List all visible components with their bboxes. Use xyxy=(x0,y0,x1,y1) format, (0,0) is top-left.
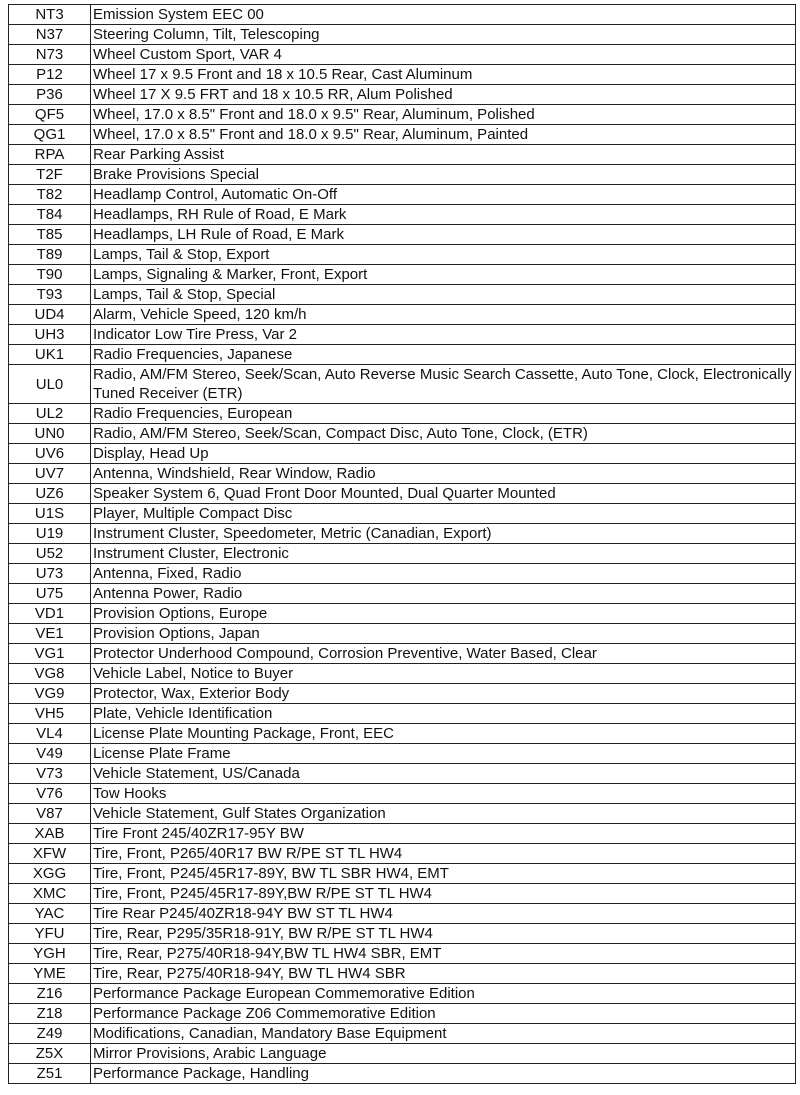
option-code-cell: V49 xyxy=(9,744,91,764)
table-row xyxy=(9,844,796,864)
option-description-cell: Tire, Rear, P275/40R18-94Y,BW TL HW4 SBR, EMT xyxy=(91,944,796,964)
option-code-cell: VE1 xyxy=(9,624,91,644)
table-row xyxy=(9,444,796,464)
table-row xyxy=(9,964,796,984)
option-description-cell: Lamps, Tail & Stop, Export xyxy=(91,245,796,265)
option-description-cell: Steering Column, Tilt, Telescoping xyxy=(91,25,796,45)
table-row xyxy=(9,704,796,724)
table-row xyxy=(9,365,796,404)
option-description-cell: Wheel 17 X 9.5 FRT and 18 x 10.5 RR, Alum Polished xyxy=(91,85,796,105)
table-row xyxy=(9,644,796,664)
table-row xyxy=(9,205,796,225)
option-code-cell: YGH xyxy=(9,944,91,964)
option-code-cell: T93 xyxy=(9,285,91,305)
option-description-cell: Indicator Low Tire Press, Var 2 xyxy=(91,325,796,345)
table-row xyxy=(9,984,796,1004)
option-code-cell: VG1 xyxy=(9,644,91,664)
option-description-cell: Protector Underhood Compound, Corrosion Preventive, Water Based, Clear xyxy=(91,644,796,664)
table-row xyxy=(9,484,796,504)
option-code-cell: U52 xyxy=(9,544,91,564)
table-row xyxy=(9,584,796,604)
table-row xyxy=(9,724,796,744)
option-code-cell: UV7 xyxy=(9,464,91,484)
option-code-cell: UD4 xyxy=(9,305,91,325)
option-description-cell: Performance Package Z06 Commemorative Edition xyxy=(91,1004,796,1024)
option-code-cell: U75 xyxy=(9,584,91,604)
option-code-cell: YFU xyxy=(9,924,91,944)
option-code-cell: U19 xyxy=(9,524,91,544)
option-code-cell: T90 xyxy=(9,265,91,285)
option-description-cell: Lamps, Tail & Stop, Special xyxy=(91,285,796,305)
option-code-cell: UL0 xyxy=(9,365,91,404)
option-description-cell: Radio Frequencies, Japanese xyxy=(91,345,796,365)
option-code-cell: VD1 xyxy=(9,604,91,624)
option-description-cell: Tire, Front, P265/40R17 BW R/PE ST TL HW4 xyxy=(91,844,796,864)
option-description-cell: Performance Package, Handling xyxy=(91,1064,796,1084)
option-description-cell: Instrument Cluster, Electronic xyxy=(91,544,796,564)
table-row xyxy=(9,345,796,365)
option-description-cell: Vehicle Statement, Gulf States Organization xyxy=(91,804,796,824)
option-code-cell: U1S xyxy=(9,504,91,524)
table-row xyxy=(9,884,796,904)
table-row xyxy=(9,225,796,245)
option-description-cell: Tire, Front, P245/45R17-89Y,BW R/PE ST TL HW4 xyxy=(91,884,796,904)
option-description-cell: Radio Frequencies, European xyxy=(91,404,796,424)
option-description-cell: Mirror Provisions, Arabic Language xyxy=(91,1044,796,1064)
table-row xyxy=(9,824,796,844)
option-description-cell: Provision Options, Japan xyxy=(91,624,796,644)
table-row xyxy=(9,25,796,45)
table-row xyxy=(9,265,796,285)
option-description-cell: Tire, Rear, P275/40R18-94Y, BW TL HW4 SBR xyxy=(91,964,796,984)
option-code-cell: XGG xyxy=(9,864,91,884)
option-description-cell: Headlamps, RH Rule of Road, E Mark xyxy=(91,205,796,225)
option-code-cell: NT3 xyxy=(9,5,91,25)
option-code-cell: UK1 xyxy=(9,345,91,365)
option-code-cell: V73 xyxy=(9,764,91,784)
table-row xyxy=(9,604,796,624)
table-row xyxy=(9,464,796,484)
option-description-cell: Radio, AM/FM Stereo, Seek/Scan, Compact Disc, Auto Tone, Clock, (ETR) xyxy=(91,424,796,444)
option-code-cell: XAB xyxy=(9,824,91,844)
option-description-cell: Rear Parking Assist xyxy=(91,145,796,165)
option-code-cell: UL2 xyxy=(9,404,91,424)
option-code-cell: VG8 xyxy=(9,664,91,684)
table-row xyxy=(9,944,796,964)
option-code-cell: VG9 xyxy=(9,684,91,704)
option-description-cell: Speaker System 6, Quad Front Door Mounted, Dual Quarter Mounted xyxy=(91,484,796,504)
option-code-cell: V76 xyxy=(9,784,91,804)
option-code-cell: YME xyxy=(9,964,91,984)
option-description-cell: Plate, Vehicle Identification xyxy=(91,704,796,724)
option-description-cell: Vehicle Statement, US/Canada xyxy=(91,764,796,784)
table-row xyxy=(9,65,796,85)
option-code-cell: XMC xyxy=(9,884,91,904)
option-code-cell: Z16 xyxy=(9,984,91,1004)
option-description-cell: Wheel 17 x 9.5 Front and 18 x 10.5 Rear, Cast Aluminum xyxy=(91,65,796,85)
table-row xyxy=(9,744,796,764)
option-code-cell: UZ6 xyxy=(9,484,91,504)
table-row xyxy=(9,145,796,165)
option-code-cell: XFW xyxy=(9,844,91,864)
option-code-cell: N73 xyxy=(9,45,91,65)
table-row xyxy=(9,85,796,105)
option-description-cell: Emission System EEC 00 xyxy=(91,5,796,25)
option-description-cell: License Plate Frame xyxy=(91,744,796,764)
option-description-cell: Headlamp Control, Automatic On-Off xyxy=(91,185,796,205)
table-row xyxy=(9,504,796,524)
option-description-cell: Protector, Wax, Exterior Body xyxy=(91,684,796,704)
option-description-cell: Brake Provisions Special xyxy=(91,165,796,185)
table-row xyxy=(9,404,796,424)
option-description-cell: Player, Multiple Compact Disc xyxy=(91,504,796,524)
table-row xyxy=(9,804,796,824)
option-description-cell: Modifications, Canadian, Mandatory Base Equipment xyxy=(91,1024,796,1044)
option-code-cell: QF5 xyxy=(9,105,91,125)
option-description-cell: Tire Rear P245/40ZR18-94Y BW ST TL HW4 xyxy=(91,904,796,924)
option-description-cell: Wheel, 17.0 x 8.5" Front and 18.0 x 9.5" Rear, Aluminum, Painted xyxy=(91,125,796,145)
table-row xyxy=(9,1004,796,1024)
option-code-cell: QG1 xyxy=(9,125,91,145)
option-description-cell: Display, Head Up xyxy=(91,444,796,464)
table-row xyxy=(9,524,796,544)
option-description-cell: Wheel, 17.0 x 8.5" Front and 18.0 x 9.5" Rear, Aluminum, Polished xyxy=(91,105,796,125)
table-row xyxy=(9,1064,796,1084)
option-code-cell: Z49 xyxy=(9,1024,91,1044)
option-description-cell: License Plate Mounting Package, Front, EEC xyxy=(91,724,796,744)
option-code-cell: Z18 xyxy=(9,1004,91,1024)
table-row xyxy=(9,285,796,305)
table-row xyxy=(9,624,796,644)
table-row xyxy=(9,904,796,924)
option-code-cell: T2F xyxy=(9,165,91,185)
option-code-cell: Z51 xyxy=(9,1064,91,1084)
option-code-cell: T82 xyxy=(9,185,91,205)
option-description-cell: Wheel Custom Sport, VAR 4 xyxy=(91,45,796,65)
option-description-cell: Tire, Rear, P295/35R18-91Y, BW R/PE ST TL HW4 xyxy=(91,924,796,944)
table-row xyxy=(9,1024,796,1044)
table-row xyxy=(9,684,796,704)
option-code-cell: UN0 xyxy=(9,424,91,444)
table-row xyxy=(9,165,796,185)
table-row xyxy=(9,764,796,784)
option-description-cell: Tire, Front, P245/45R17-89Y, BW TL SBR HW4, EMT xyxy=(91,864,796,884)
option-code-cell: VH5 xyxy=(9,704,91,724)
option-code-cell: T89 xyxy=(9,245,91,265)
option-code-cell: Z5X xyxy=(9,1044,91,1064)
option-code-cell: T85 xyxy=(9,225,91,245)
document-page xyxy=(8,4,795,1084)
table-row xyxy=(9,305,796,325)
option-code-cell: RPA xyxy=(9,145,91,165)
table-row xyxy=(9,45,796,65)
option-description-cell: Instrument Cluster, Speedometer, Metric (Canadian, Export) xyxy=(91,524,796,544)
option-description-cell: Antenna, Fixed, Radio xyxy=(91,564,796,584)
option-description-cell: Antenna Power, Radio xyxy=(91,584,796,604)
option-code-cell: YAC xyxy=(9,904,91,924)
table-row xyxy=(9,125,796,145)
table-row xyxy=(9,664,796,684)
table-row xyxy=(9,5,796,25)
table-row xyxy=(9,424,796,444)
table-row xyxy=(9,784,796,804)
option-code-table-body xyxy=(9,5,796,1084)
table-row xyxy=(9,325,796,345)
table-row xyxy=(9,245,796,265)
option-description-cell: Performance Package European Commemorative Edition xyxy=(91,984,796,1004)
option-code-table xyxy=(8,4,796,1084)
option-code-cell: UH3 xyxy=(9,325,91,345)
option-code-cell: V87 xyxy=(9,804,91,824)
option-description-cell: Radio, AM/FM Stereo, Seek/Scan, Auto Reverse Music Search Cassette, Auto Tone, Clock, Electronically Tuned Receiver (ETR) xyxy=(91,365,796,404)
table-row xyxy=(9,864,796,884)
option-code-cell: VL4 xyxy=(9,724,91,744)
table-row xyxy=(9,185,796,205)
table-row xyxy=(9,1044,796,1064)
option-code-cell: T84 xyxy=(9,205,91,225)
option-description-cell: Headlamps, LH Rule of Road, E Mark xyxy=(91,225,796,245)
table-row xyxy=(9,564,796,584)
option-code-cell: N37 xyxy=(9,25,91,45)
option-description-cell: Provision Options, Europe xyxy=(91,604,796,624)
option-code-cell: UV6 xyxy=(9,444,91,464)
option-description-cell: Alarm, Vehicle Speed, 120 km/h xyxy=(91,305,796,325)
option-description-cell: Tow Hooks xyxy=(91,784,796,804)
option-description-cell: Lamps, Signaling & Marker, Front, Export xyxy=(91,265,796,285)
option-code-cell: P36 xyxy=(9,85,91,105)
option-code-cell: U73 xyxy=(9,564,91,584)
table-row xyxy=(9,544,796,564)
table-row xyxy=(9,924,796,944)
option-description-cell: Antenna, Windshield, Rear Window, Radio xyxy=(91,464,796,484)
option-description-cell: Vehicle Label, Notice to Buyer xyxy=(91,664,796,684)
option-code-cell: P12 xyxy=(9,65,91,85)
table-row xyxy=(9,105,796,125)
option-description-cell: Tire Front 245/40ZR17-95Y BW xyxy=(91,824,796,844)
